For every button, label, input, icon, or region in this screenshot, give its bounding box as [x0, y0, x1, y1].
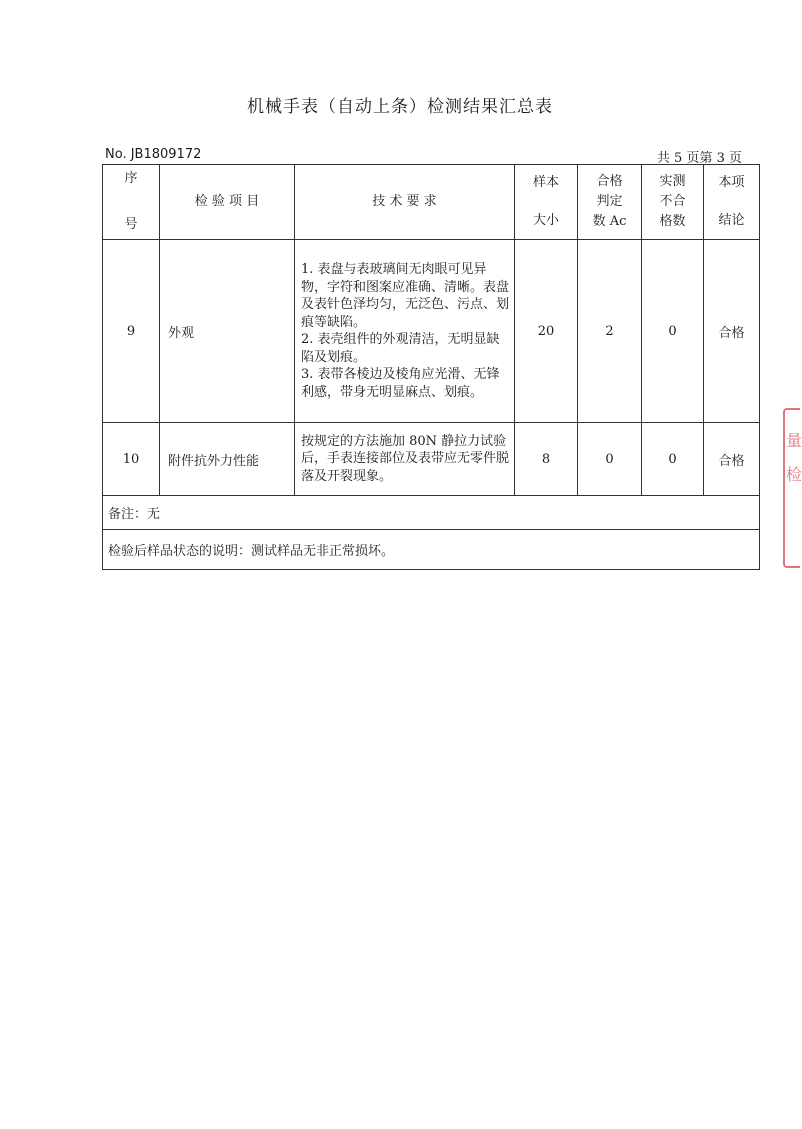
inspection-summary-table — [102, 164, 760, 570]
row-verdict: 合格 — [704, 423, 760, 496]
sample-state-text: 检验后样品状态的说明：测试样品无非正常损坏。 — [103, 530, 760, 570]
table-header-row — [103, 165, 760, 240]
header-failed-count: 实测 不合 格数 — [642, 165, 704, 240]
header-requirement: 技 术 要 求 — [295, 165, 515, 240]
seal-stamp: 量 检 — [783, 408, 800, 568]
report-title: 机械手表（自动上条）检测结果汇总表 — [247, 97, 553, 117]
header-item: 检 验 项 目 — [160, 165, 295, 240]
row-item: 附件抗外力性能 — [160, 423, 295, 496]
document-number: No. JB1809172 — [105, 147, 202, 162]
row-seq: 9 — [103, 240, 160, 423]
row-requirement: 1. 表盘与表玻璃间无肉眼可见异物，字符和图案应准确、清晰。表盘及表针色泽均匀，无泛色、污点、划痕等缺陷。 2. 表壳组件的外观清洁，无明显缺陷及划痕。 3. 表带各棱边及棱角应光滑、无锋利感，带身无明显麻点、划痕。 — [295, 240, 515, 423]
row-requirement: 按规定的方法施加 80N 静拉力试验后，手表连接部位及表带应无零件脱落及开裂现象。 — [295, 423, 515, 496]
row-failed-count: 0 — [642, 240, 704, 423]
table-row — [103, 423, 760, 496]
remark-text: 备注：无 — [103, 496, 760, 530]
row-acceptance-number: 0 — [578, 423, 642, 496]
row-failed-count: 0 — [642, 423, 704, 496]
page-indicator: 共 5 页第 3 页 — [656, 151, 742, 166]
row-sample-size: 20 — [515, 240, 578, 423]
sample-state-row — [103, 530, 760, 570]
header-verdict: 本项 结论 — [704, 165, 760, 240]
header-sample-size: 样本 大小 — [515, 165, 578, 240]
row-item: 外观 — [160, 240, 295, 423]
table-row — [103, 240, 760, 423]
row-seq: 10 — [103, 423, 160, 496]
header-acceptance-number: 合格 判定 数 Ac — [578, 165, 642, 240]
row-acceptance-number: 2 — [578, 240, 642, 423]
row-verdict: 合格 — [704, 240, 760, 423]
header-seq: 序 号 — [103, 165, 160, 240]
row-sample-size: 8 — [515, 423, 578, 496]
remark-row — [103, 496, 760, 530]
